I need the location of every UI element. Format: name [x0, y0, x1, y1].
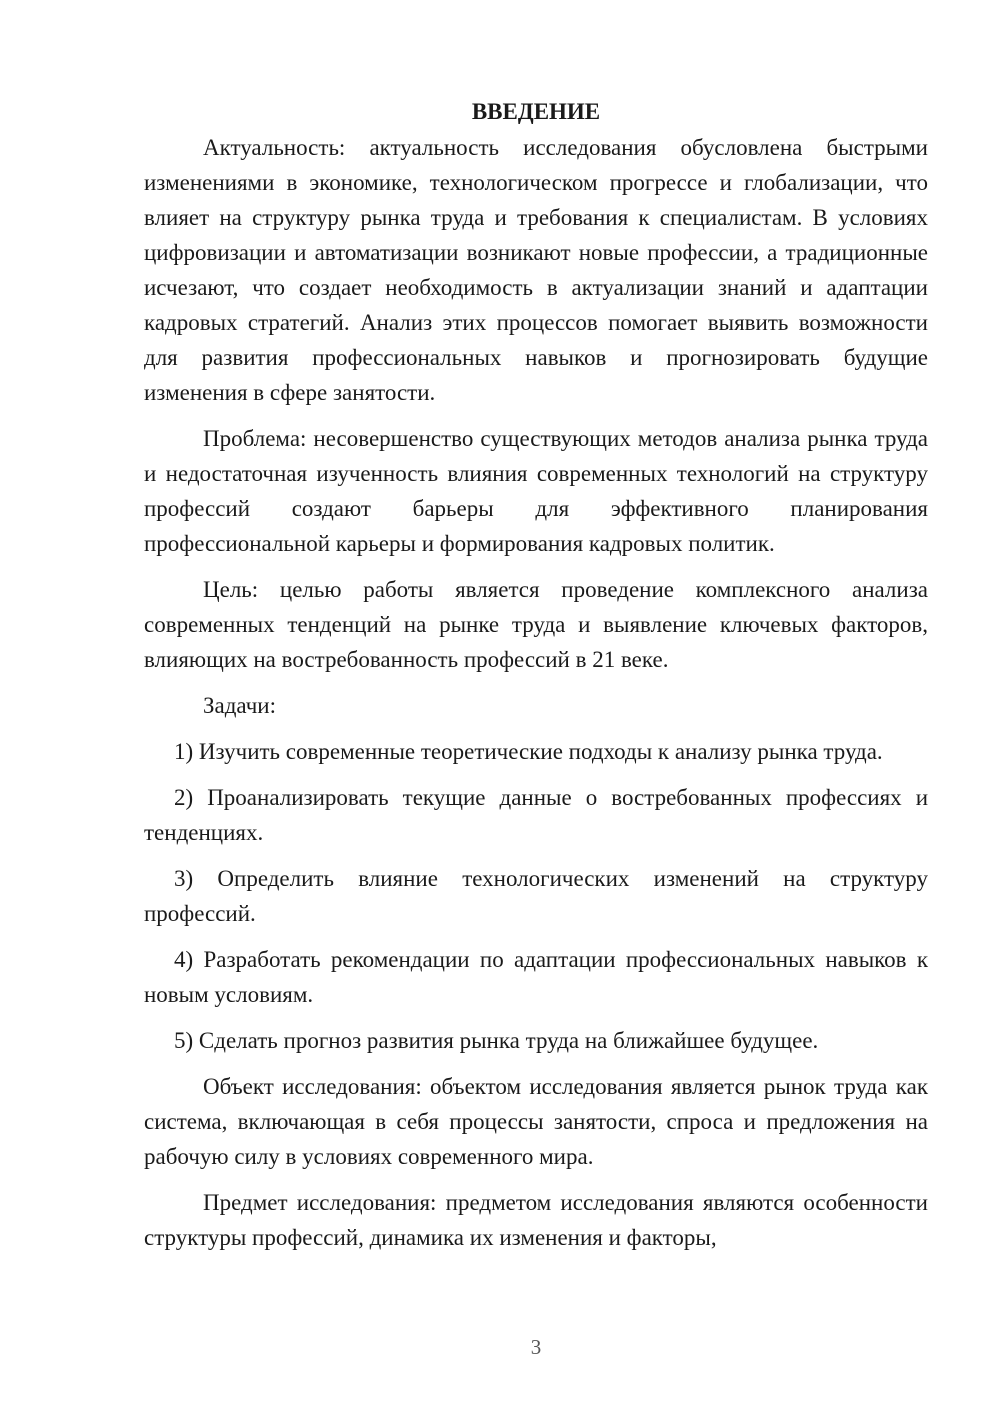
task-item-1: 1) Изучить современные теоретические подходы к анализу рынка труда. — [174, 739, 883, 764]
paragraph-relevance: Актуальность: актуальность исследования обусловлена быстрыми изменениями в экономике, технологическом прогрессе и глобализации, что влияет на структуру рынка труда и требования к специалистам. В условиях цифровизации и автоматизации возникают новые профессии, а традиционные исчезают, что создает необходимость в актуализации знаний и адаптации кадровых стратегий. Анализ этих процессов помогает выявить возможности для развития профессиональных навыков и прогнозировать будущие изменения в сфере занятости. — [144, 135, 928, 405]
paragraph-problem: Проблема: несовершенство существующих методов анализа рынка труда и недостаточная изученность влияния современных технологий на структуру профессий создают барьеры для эффективного планирования профессиональной карьеры и формирования кадровых политик. — [144, 426, 928, 556]
task-item-4: 4) Разработать рекомендации по адаптации профессиональных навыков к новым условиям. — [144, 947, 928, 1007]
paragraph-subject: Предмет исследования: предметом исследования являются особенности структуры профессий, динамика их изменения и факторы, — [144, 1190, 928, 1250]
paragraph-tasks-heading: Задачи: — [203, 693, 276, 718]
task-item-2: 2) Проанализировать текущие данные о востребованных профессиях и тенденциях. — [144, 785, 928, 845]
page-content — [144, 94, 928, 1266]
task-item-3: 3) Определить влияние технологических изменений на структуру профессий. — [144, 866, 928, 926]
section-title: ВВЕДЕНИЕ — [471, 99, 601, 124]
task-item-5: 5) Сделать прогноз развития рынка труда на ближайшее будущее. — [174, 1028, 819, 1053]
tasks-list — [144, 734, 928, 1058]
paragraph-object: Объект исследования: объектом исследования является рынок труда как система, включающая в себя процессы занятости, спроса и предложения на рабочую силу в условиях современного мира. — [144, 1074, 928, 1169]
paragraph-goal: Цель: целью работы является проведение комплексного анализа современных тенденций на рынке труда и выявление ключевых факторов, влияющих на востребованность профессий в 21 веке. — [144, 577, 928, 672]
page-number: 3 — [530, 1335, 542, 1359]
